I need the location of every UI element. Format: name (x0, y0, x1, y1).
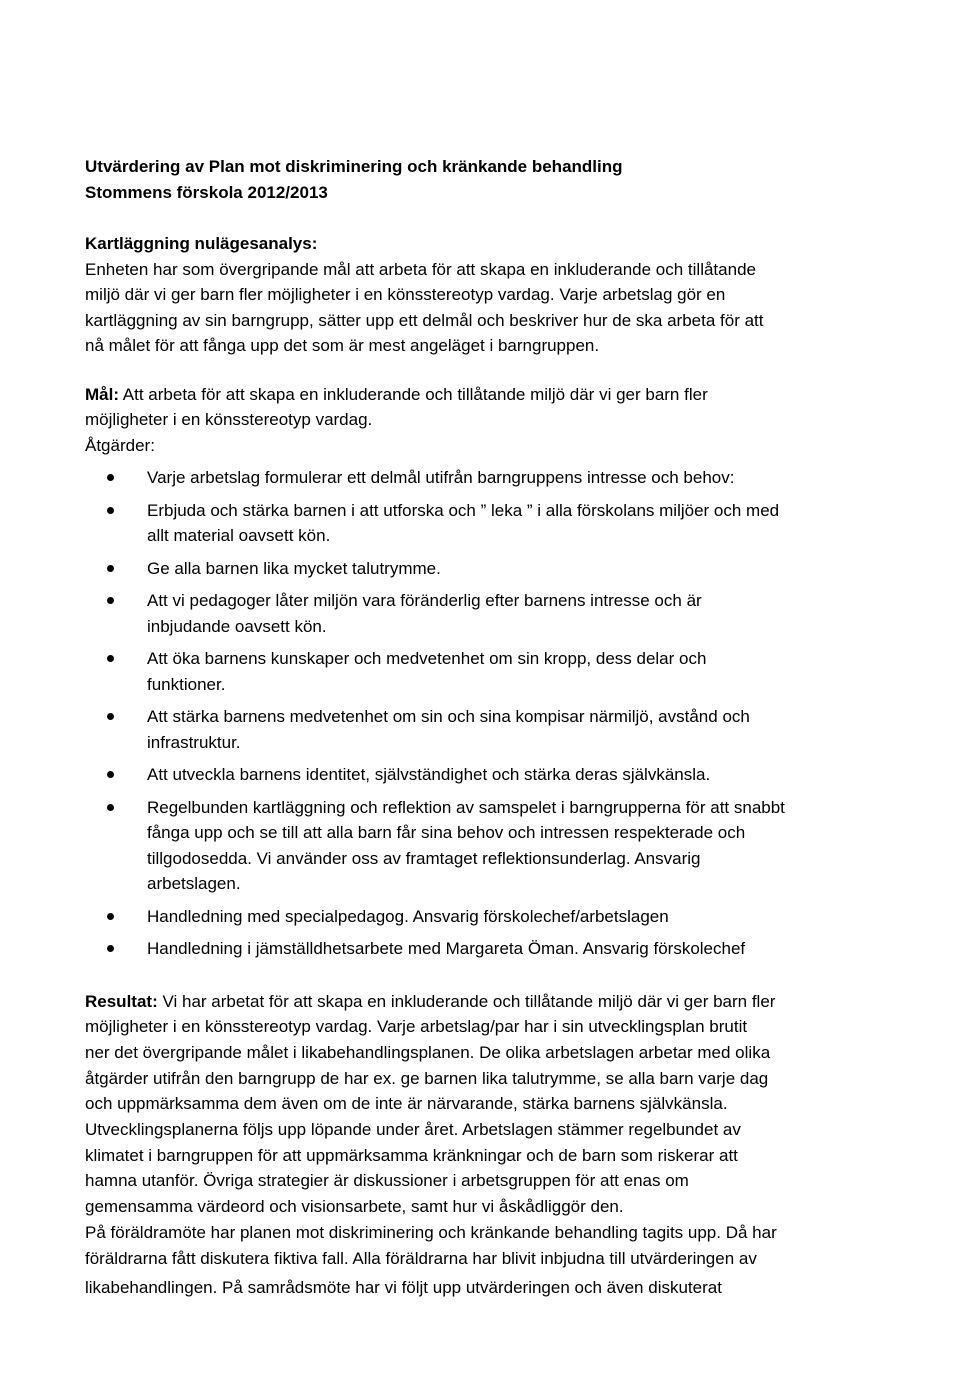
paragraph-line: klimatet i barngruppen för att uppmärksamma kränkningar och de barn som riskerar att (85, 1145, 738, 1165)
bullet-icon (107, 655, 114, 662)
subtitle-line: Stommens förskola 2012/2013 (85, 182, 328, 202)
mal-label: Mål: (85, 384, 119, 404)
list-item (85, 704, 885, 755)
resultat-text: Vi har arbetat för att skapa en inkluderande och tillåtande miljö där vi ger barn fler (157, 991, 776, 1011)
paragraph-line: föräldrarna fått diskutera fiktiva fall. Alla föräldrarna har blivit inbjudna till utvärderingen av (85, 1249, 757, 1269)
bullet-icon (107, 804, 114, 811)
paragraph-line: möjligheter i en könsstereotyp vardag. Varje arbetslag/par har i sin utvecklingsplan brutit (85, 1017, 748, 1037)
paragraph-line: miljö där vi ger barn fler möjligheter i en könsstereotyp vardag. Varje arbetslag gör en (85, 285, 726, 304)
list-item (85, 762, 885, 788)
resultat-line (85, 989, 885, 1015)
atgarder-section (85, 433, 885, 962)
list-item (85, 795, 885, 897)
paragraph-line: åtgärder utifrån den barngrupp de har ex. ge barnen lika talutrymme, se alla barn varje dag (85, 1068, 769, 1088)
paragraph-line: möjligheter i en könsstereotyp vardag. (85, 410, 373, 429)
paragraph-line: På föräldramöte har planen mot diskriminering och kränkande behandling tagits upp. Då har (85, 1222, 777, 1242)
list-item (85, 556, 885, 582)
mal-line (85, 382, 885, 408)
paragraph-line: ner det övergripande målet i likabehandlingsplanen. De olika arbetslagen arbetar med olika (85, 1042, 771, 1062)
list-item-line: fånga upp och se till att alla barn får sina behov och intressen respekterade och (147, 823, 746, 842)
bullet-icon (107, 771, 114, 778)
spacer (85, 969, 885, 989)
bullet-icon (107, 913, 114, 920)
bullet-icon (107, 597, 114, 604)
paragraph-line: nå målet för att fånga upp det som är mest angeläget i barngruppen. (85, 336, 600, 355)
title-line: Utvärdering av Plan mot diskriminering och kränkande behandling (85, 157, 623, 176)
paragraph-line: kartläggning av sin barngrupp, sätter upp ett delmål och beskriver hur de ska arbeta för att (85, 310, 764, 330)
document-title (85, 154, 885, 205)
paragraph-line: Enheten har som övergripande mål att arbeta för att skapa en inkluderande och tillåtande (85, 259, 756, 279)
document-page (85, 154, 885, 1302)
list-item-line: Varje arbetslag formulerar ett delmål utifrån barngruppens intresse och behov: (147, 468, 735, 487)
list-item-line: Erbjuda och stärka barnen i att utforska och ” leka ” i alla förskolans miljöer och med (147, 500, 780, 520)
bullet-icon (107, 507, 114, 514)
list-item-line: allt material oavsett kön. (147, 526, 331, 545)
atgarder-list (85, 465, 885, 962)
list-item-line: Att öka barnens kunskaper och medvetenhet om sin kropp, dess delar och (147, 649, 707, 668)
list-item-line: Handledning i jämställdhetsarbete med Margareta Öman. Ansvarig förskolechef (147, 939, 746, 958)
list-item (85, 936, 885, 962)
list-item-line: Handledning med specialpedagog. Ansvarig förskolechef/arbetslagen (147, 906, 669, 926)
resultat-label: Resultat: (85, 991, 158, 1011)
bullet-icon (107, 713, 114, 720)
list-item (85, 465, 885, 491)
mal-section (85, 382, 885, 433)
list-item-line: infrastruktur. (147, 732, 241, 752)
list-item-line: Att vi pedagoger låter miljön vara föränderlig efter barnens intresse och är (147, 591, 702, 610)
spacer (85, 205, 885, 231)
list-item (85, 498, 885, 549)
list-item (85, 646, 885, 697)
spacer (85, 359, 885, 382)
resultat-section (85, 989, 885, 1303)
list-item (85, 904, 885, 930)
paragraph-line: Utvecklingsplanerna följs upp löpande under året. Arbetslagen stämmer regelbundet av (85, 1119, 741, 1139)
atgarder-heading: Åtgärder: (85, 435, 155, 455)
bullet-icon (107, 945, 114, 952)
list-item-line: Ge alla barnen lika mycket talutrymme. (147, 558, 441, 578)
paragraph-line: hamna utanför. Övriga strategier är diskussioner i arbetsgruppen för att enas om (85, 1171, 689, 1191)
mal-text: Att arbeta för att skapa en inkluderande och tillåtande miljö där vi ger barn fler (119, 384, 708, 404)
kartlaggning-heading: Kartläggning nulägesanalys: (85, 234, 318, 253)
list-item-line: tillgodosedda. Vi använder oss av framtaget reflektionsunderlag. Ansvarig (147, 848, 701, 868)
kartlaggning-section (85, 231, 885, 359)
list-item-line: Att utveckla barnens identitet, självständighet och stärka deras självkänsla. (147, 765, 711, 784)
list-item-line: funktioner. (147, 674, 226, 694)
paragraph-line: gemensamma värdeord och visionsarbete, samt hur vi åskådliggör den. (85, 1197, 624, 1216)
list-item-line: Regelbunden kartläggning och reflektion av samspelet i barngrupperna för att snabbt (147, 797, 785, 817)
list-item-line: arbetslagen. (147, 874, 241, 893)
paragraph-line: och uppmärksamma dem även om de inte är närvarande, stärka barnens självkänsla. (85, 1094, 728, 1114)
bullet-icon (107, 474, 114, 481)
bullet-icon (107, 565, 114, 572)
paragraph-line: likabehandlingen. På samrådsmöte har vi följt upp utvärderingen och även diskuterat (85, 1277, 722, 1297)
list-item (85, 588, 885, 639)
list-item-line: Att stärka barnens medvetenhet om sin och sina kompisar närmiljö, avstånd och (147, 707, 750, 726)
list-item-line: inbjudande oavsett kön. (147, 616, 327, 636)
